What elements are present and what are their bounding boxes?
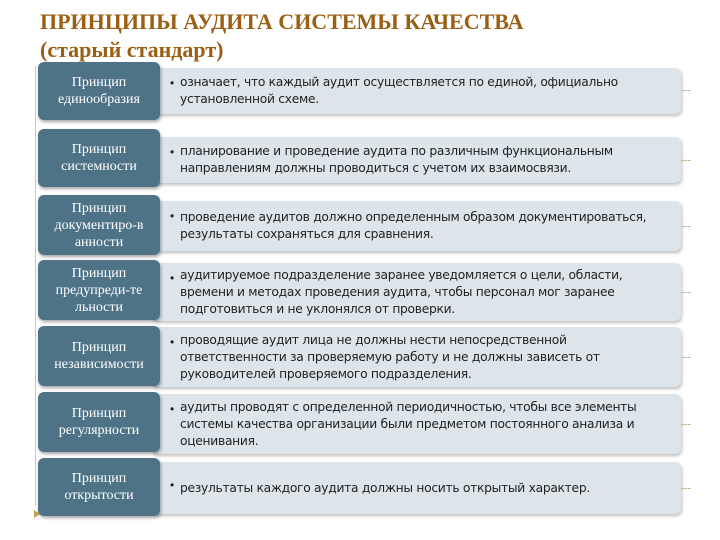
principle-description: результаты каждого аудита должны носить открытый характер. <box>180 480 590 495</box>
principle-description-box <box>152 327 681 387</box>
principle-description: аудиты проводят с определенной периодичностью, чтобы все элементы системы качества организации были предметом постоянного анализа и оценивания. <box>180 399 637 448</box>
principle-description: проводящие аудит лица не должны нести непосредственной ответственности за проверяемую работу и не должны зависеть от руководителей проверяемого подразделения. <box>180 332 600 381</box>
row-divider <box>681 357 691 358</box>
principle-label: Принцип предупреди-те льности <box>38 260 160 320</box>
principle-label: Принцип документиро-в анности <box>38 195 160 255</box>
row-divider <box>681 488 691 489</box>
principle-description: проведение аудитов должно определенным образом документироваться, результаты сохраняться для сравнения. <box>180 210 647 241</box>
principle-description-box <box>152 462 681 514</box>
principle-description: означает, что каждый аудит осуществляется по единой, официально установленной схеме. <box>180 75 618 106</box>
principle-label: Принцип открытости <box>38 458 160 516</box>
bullet-icon: • <box>170 478 175 492</box>
bullet-icon: • <box>170 335 175 349</box>
principle-label: Принцип независимости <box>38 326 160 386</box>
row-divider <box>681 160 691 161</box>
title-line-1: ПРИНЦИПЫ АУДИТА СИСТЕМЫ КАЧЕСТВА <box>40 9 524 34</box>
bullet-icon: • <box>170 209 175 223</box>
row-divider <box>681 226 691 227</box>
principle-label: Принцип системности <box>38 129 160 187</box>
principle-description: аудитируемое подразделение заранее уведомляется о цели, области, времени и методах проведения аудита, чтобы персонал мог заранее подготовиться и не уклонялся от проверки. <box>180 267 623 316</box>
principle-label: Принцип регулярности <box>38 392 160 452</box>
row-divider <box>681 424 691 425</box>
principle-description-box <box>152 394 681 454</box>
title-line-2: (старый стандарт) <box>40 37 224 62</box>
principle-label: Принцип единообразия <box>38 62 160 120</box>
principle-description-box <box>152 263 681 321</box>
bullet-icon: • <box>170 402 175 416</box>
principle-description-box <box>152 68 681 114</box>
row-divider <box>681 292 691 293</box>
row-divider <box>681 90 691 91</box>
principle-description: планирование и проведение аудита по различным функциональным направлениям должны проводиться с учетом их взаимосвязи. <box>180 144 613 175</box>
bullet-icon: • <box>170 145 175 159</box>
principle-description-box <box>152 137 681 183</box>
bullet-icon: • <box>170 76 175 90</box>
principle-description-box <box>152 201 681 251</box>
bullet-icon: • <box>170 271 175 285</box>
